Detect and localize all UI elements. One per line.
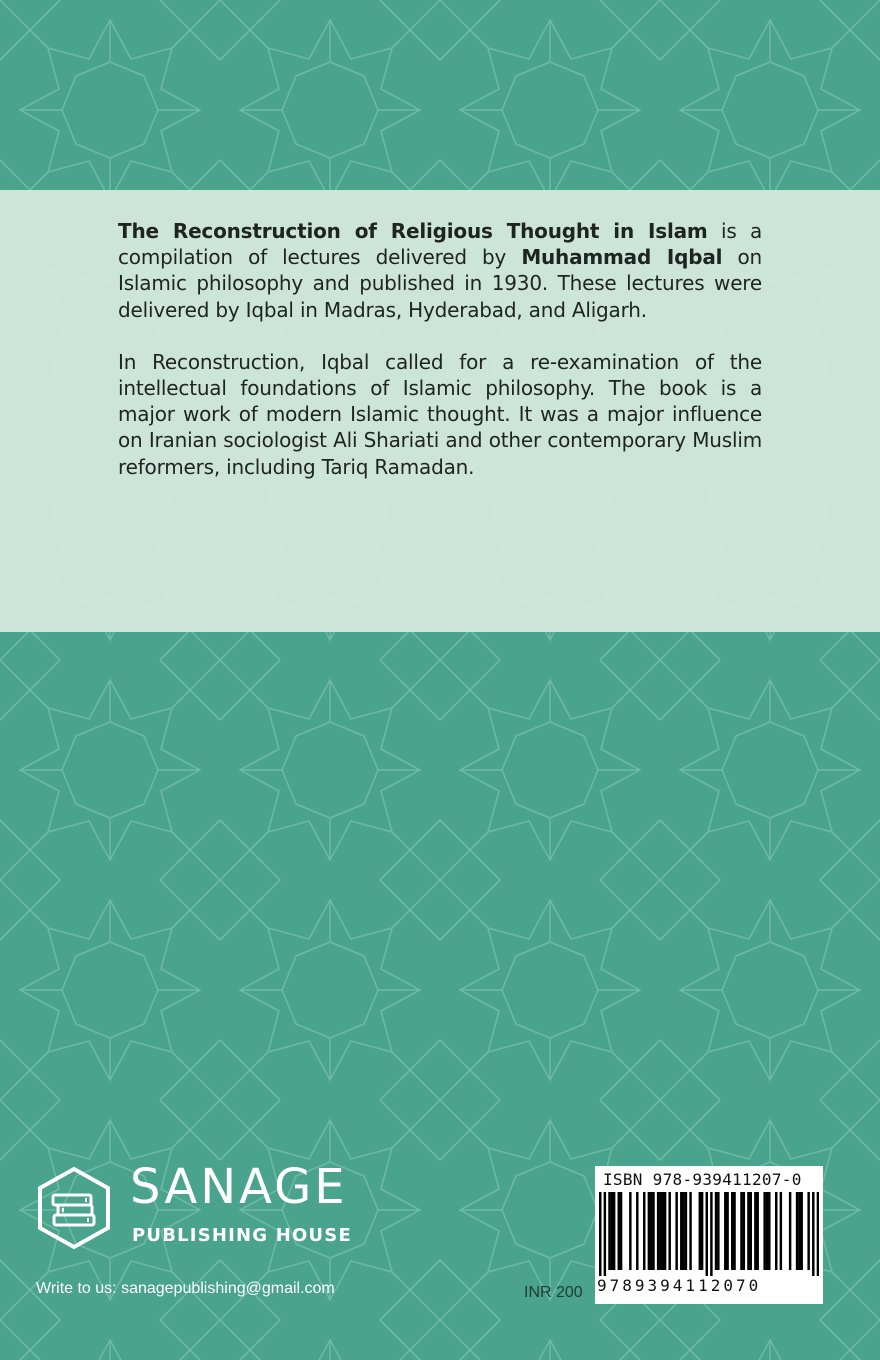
barcode-bar	[664, 1192, 666, 1270]
barcode-bar	[747, 1192, 749, 1270]
barcode-bar	[650, 1192, 652, 1270]
barcode-bar	[682, 1192, 684, 1270]
book-title: The Reconstruction of Religious Thought in Islam	[118, 219, 708, 243]
description-text: is a compilation of lectures delivered by	[118, 219, 763, 270]
barcode-bar	[659, 1192, 661, 1270]
barcode-bar	[789, 1192, 791, 1270]
barcode-bar	[699, 1192, 701, 1270]
barcode-bar	[812, 1192, 814, 1276]
barcode-bar	[756, 1192, 758, 1270]
barcode-bar	[636, 1192, 638, 1270]
barcode-bars	[599, 1192, 819, 1276]
isbn-barcode	[595, 1166, 823, 1304]
barcode-bar	[740, 1192, 742, 1270]
barcode-bar	[733, 1192, 735, 1270]
publisher-logo-icon	[36, 1166, 112, 1250]
barcode-bar	[763, 1192, 765, 1270]
barcode-bar	[798, 1192, 800, 1270]
barcode-bar	[800, 1192, 802, 1270]
barcode-bar	[629, 1192, 631, 1270]
description-panel	[0, 190, 880, 632]
barcode-bar	[731, 1192, 733, 1270]
barcode-bar	[817, 1192, 819, 1276]
barcode-bar	[643, 1192, 645, 1270]
barcode-bar	[675, 1192, 677, 1270]
barcode-bar	[807, 1192, 809, 1270]
barcode-bar	[796, 1192, 798, 1270]
barcode-bar	[668, 1192, 670, 1270]
barcode-bar	[780, 1192, 782, 1270]
barcode-bar	[701, 1192, 703, 1270]
barcode-bar	[750, 1192, 752, 1270]
barcode-bar	[706, 1192, 708, 1276]
contact-email: Write to us: sanagepublishing@gmail.com	[36, 1280, 335, 1297]
description-text: on Islamic philosophy and published in 1930. These lectures were delivered by Iqbal in Madras, Hyderabad, and Aligarh.	[118, 245, 762, 322]
barcode-bar	[768, 1192, 770, 1270]
publisher-name: SANAGE	[130, 1159, 348, 1215]
barcode-bar	[657, 1192, 659, 1270]
isbn-label: ISBN 978-939411207-0	[603, 1170, 802, 1189]
barcode-bar	[766, 1192, 768, 1270]
barcode-bar	[717, 1192, 719, 1270]
barcode-bar	[662, 1192, 664, 1270]
barcode-bar	[604, 1192, 606, 1276]
barcode-bar	[710, 1192, 712, 1276]
publisher-subtitle: PUBLISHING HOUSE	[132, 1225, 352, 1246]
barcode-bar	[715, 1192, 717, 1270]
barcode-bar	[685, 1192, 687, 1270]
barcode-bar	[689, 1192, 691, 1270]
barcode-bar	[618, 1192, 620, 1270]
barcode-bar	[775, 1192, 777, 1270]
barcode-bar	[680, 1192, 682, 1270]
description-paragraph-2: In Reconstruction, Iqbal called for a re-examination of the intellectual foundations of Islamic philosophy. The book is a major work of modern Islamic thought. It was a major influence on Iranian sociologist Ali Shariati and other contemporary Muslim reformers, including Tariq Ramadan.	[118, 349, 762, 479]
barcode-bar	[743, 1192, 745, 1270]
barcode-bar	[726, 1192, 728, 1270]
barcode-bar	[620, 1192, 622, 1270]
price-label: INR 200	[524, 1284, 583, 1301]
barcode-bar	[724, 1192, 726, 1270]
barcode-bar	[608, 1192, 610, 1270]
barcode-bar	[648, 1192, 650, 1270]
barcode-bar	[754, 1192, 756, 1270]
barcode-bar	[599, 1192, 601, 1276]
description-paragraph-1	[118, 218, 762, 323]
barcode-bar	[613, 1192, 615, 1270]
author-name: Muhammad Iqbal	[521, 245, 723, 270]
barcode-digits: 9789394112070	[597, 1276, 762, 1295]
barcode-bar	[611, 1192, 613, 1270]
barcode-bar	[652, 1192, 654, 1270]
